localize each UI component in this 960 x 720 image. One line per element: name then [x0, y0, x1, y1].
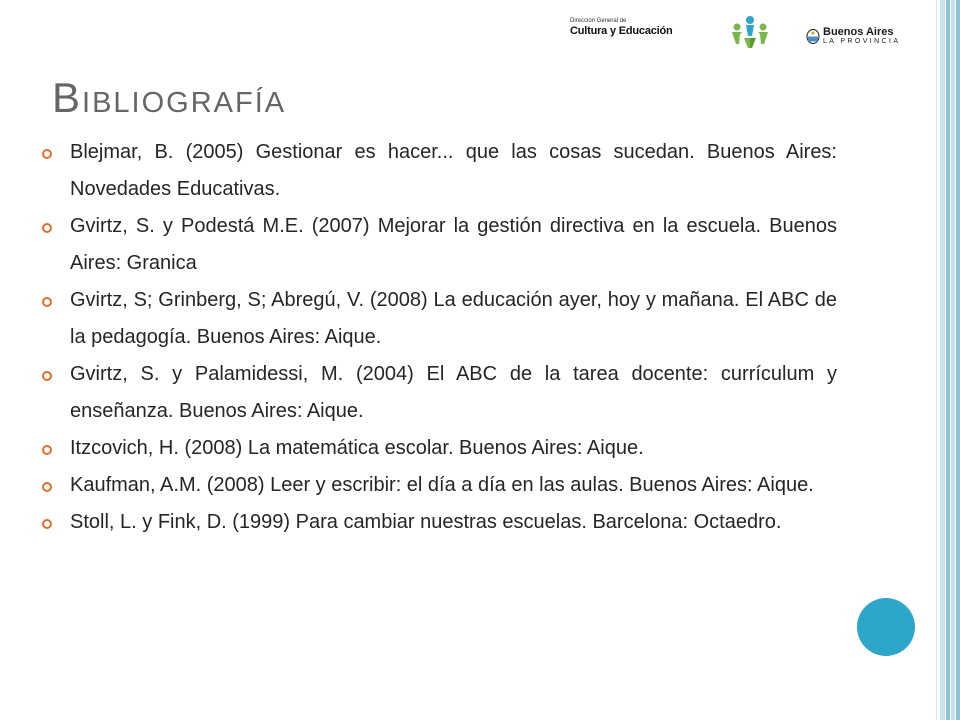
logo-cultura-educacion [570, 18, 680, 48]
reference-item [70, 430, 837, 467]
bullet-circle-icon [42, 297, 52, 307]
provincial-seal-icon [806, 29, 820, 44]
logo-ba-line1: Buenos Aires [823, 26, 894, 38]
stripe-light-a [940, 0, 945, 720]
decorative-circle [857, 598, 915, 656]
logo-dgce-small-text: Dirección General de [570, 18, 627, 24]
reference-item [70, 467, 837, 504]
reference-text: Kaufman, A.M. (2008) Leer y escribir: el día a día en las aulas. Buenos Aires: Aique. [70, 474, 814, 496]
reference-text: Blejmar, B. (2005) Gestionar es hacer... que las cosas sucedan. Buenos Aires: Novedades Educativas. [70, 141, 837, 200]
reference-item [70, 208, 837, 282]
bullet-circle-icon [42, 482, 52, 492]
logo-dgce-big-text: Cultura y Educación [570, 25, 673, 37]
logo-ba-line2: LA PROVINCIA [823, 38, 901, 45]
reference-text: Gvirtz, S. y Palamidessi, M. (2004) El ABC de la tarea docente: currículum y enseñanza. Buenos Aires: Aique. [70, 363, 837, 422]
decorative-stripes [920, 0, 960, 720]
reference-text: Stoll, L. y Fink, D. (1999) Para cambiar nuestras escuelas. Barcelona: Octaedro. [70, 511, 782, 533]
bullet-circle-icon [42, 445, 52, 455]
bullet-circle-icon [42, 371, 52, 381]
reference-text: Gvirtz, S; Grinberg, S; Abregú, V. (2008) La educación ayer, hoy y mañana. El ABC de la pedagogía. Buenos Aires: Aique. [70, 289, 837, 348]
reference-item [70, 504, 837, 541]
people-logo-icon [728, 14, 772, 50]
stripe-thin-line [936, 0, 937, 720]
reference-item [70, 282, 837, 356]
reference-item [70, 356, 837, 430]
bullet-circle-icon [42, 149, 52, 159]
bibliography-list [70, 134, 837, 541]
reference-item [70, 134, 837, 208]
stripe-dark-a [946, 0, 950, 720]
reference-text: Itzcovich, H. (2008) La matemática escolar. Buenos Aires: Aique. [70, 437, 644, 459]
reference-text: Gvirtz, S. y Podestá M.E. (2007) Mejorar la gestión directiva en la escuela. Buenos Aires: Granica [70, 215, 837, 274]
bullet-circle-icon [42, 519, 52, 529]
stripe-dark-b [956, 0, 960, 720]
stripe-light-b [951, 0, 955, 720]
logo-buenos-aires [806, 26, 906, 48]
slide-title: Bibliografía [52, 74, 287, 121]
bullet-circle-icon [42, 223, 52, 233]
